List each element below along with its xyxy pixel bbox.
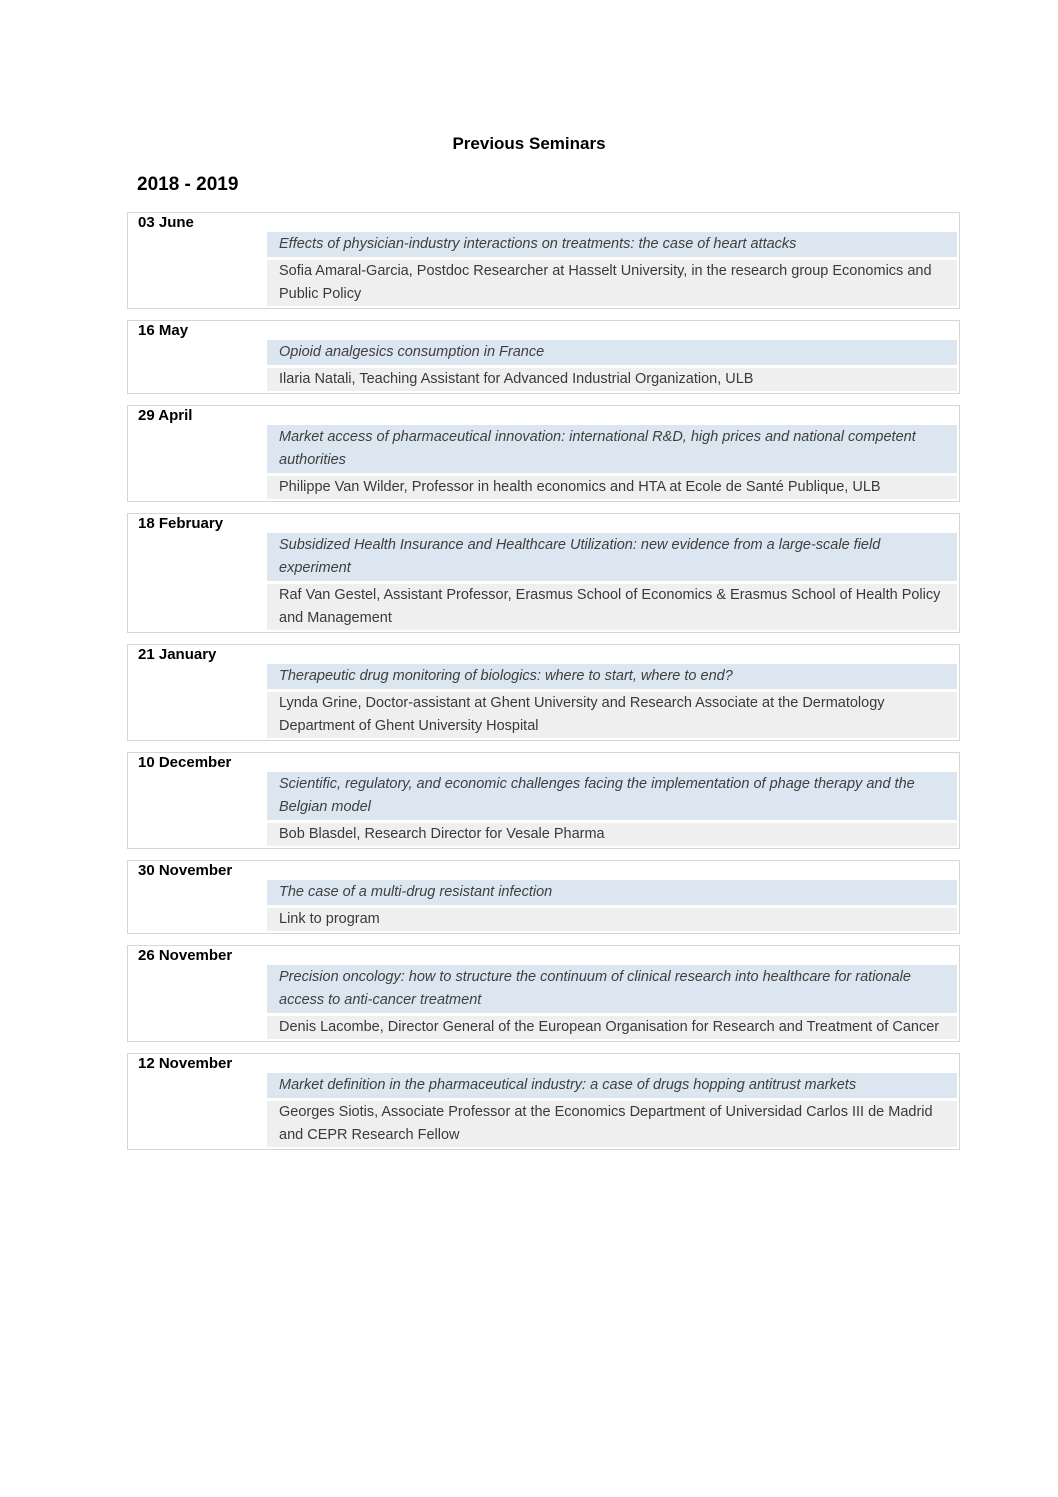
seminar-title: Market definition in the pharmaceutical industry: a case of drugs hopping antitrust markets — [267, 1073, 957, 1098]
seminar-date: 21 January — [138, 646, 217, 663]
seminar-date: 29 April — [138, 407, 193, 424]
seminar-date: 03 June — [138, 214, 194, 231]
seminar-speaker: Georges Siotis, Associate Professor at the Economics Department of Universidad Carlos III de Madrid and CEPR Research Fellow — [267, 1101, 957, 1147]
seminar-block — [127, 860, 960, 934]
seminar-block — [127, 644, 960, 741]
seminar-date: 10 December — [138, 754, 232, 771]
seminar-date: 16 May — [138, 322, 189, 339]
seminar-title: Effects of physician-industry interactions on treatments: the case of heart attacks — [267, 232, 957, 257]
seminar-date: 30 November — [138, 862, 233, 879]
season-heading: 2018 - 2019 — [137, 174, 239, 195]
seminar-block — [127, 752, 960, 849]
seminar-date: 18 February — [138, 515, 224, 532]
seminar-speaker: Link to program — [267, 908, 957, 931]
seminar-list — [127, 212, 960, 1150]
seminar-speaker: Bob Blasdel, Research Director for Vesale Pharma — [267, 823, 957, 846]
seminar-title: Opioid analgesics consumption in France — [267, 340, 957, 365]
seminar-block — [127, 1053, 960, 1150]
seminar-title: Market access of pharmaceutical innovation: international R&D, high prices and national competent authorities — [267, 425, 957, 473]
page-title: Previous Seminars — [452, 134, 606, 153]
seminar-block — [127, 945, 960, 1042]
seminar-speaker: Denis Lacombe, Director General of the European Organisation for Research and Treatment of Cancer — [267, 1016, 957, 1039]
seminar-block — [127, 212, 960, 309]
seminar-speaker: Philippe Van Wilder, Professor in health economics and HTA at Ecole de Santé Publique, ULB — [267, 476, 957, 499]
seminar-date: 12 November — [138, 1055, 233, 1072]
seminar-speaker: Lynda Grine, Doctor-assistant at Ghent University and Research Associate at the Dermatology Department of Ghent University Hospital — [267, 692, 957, 738]
seminar-title: Scientific, regulatory, and economic challenges facing the implementation of phage therapy and the Belgian model — [267, 772, 957, 820]
seminar-block — [127, 513, 960, 633]
seminar-block — [127, 405, 960, 502]
seminar-speaker: Raf Van Gestel, Assistant Professor, Erasmus School of Economics & Erasmus School of Health Policy and Management — [267, 584, 957, 630]
seminar-block — [127, 320, 960, 394]
seminar-title: Subsidized Health Insurance and Healthcare Utilization: new evidence from a large-scale field experiment — [267, 533, 957, 581]
seminar-title: Therapeutic drug monitoring of biologics: where to start, where to end? — [267, 664, 957, 689]
seminar-speaker: Sofia Amaral-Garcia, Postdoc Researcher at Hasselt University, in the research group Economics and Public Policy — [267, 260, 957, 306]
document-content — [127, 174, 960, 1150]
seminar-title: The case of a multi-drug resistant infection — [267, 880, 957, 905]
seminar-title: Precision oncology: how to structure the continuum of clinical research into healthcare for rationale access to anti-cancer treatment — [267, 965, 957, 1013]
seminar-speaker: Ilaria Natali, Teaching Assistant for Advanced Industrial Organization, ULB — [267, 368, 957, 391]
seminar-date: 26 November — [138, 947, 233, 964]
